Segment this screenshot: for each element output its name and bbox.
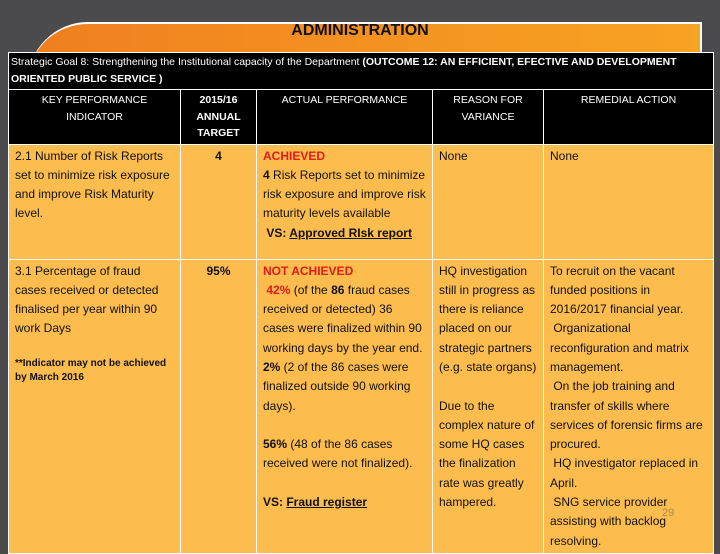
- header-row: [9, 90, 714, 145]
- table-row: [9, 259, 714, 553]
- actual-text: Risk Reports set to minimize risk exposure and improve risk maturity levels available: [263, 167, 426, 221]
- table-row: [9, 144, 714, 259]
- case-count: 86: [331, 282, 345, 297]
- header-kpi: KEY PERFORMANCE INDICATOR: [9, 90, 181, 145]
- remedial-cell: None: [544, 144, 714, 259]
- kpi-note: **Indicator may not be achieved by March 2016: [15, 357, 167, 383]
- vs-label: VS:: [263, 495, 287, 510]
- vs-value: Approved RIsk report: [289, 225, 412, 240]
- remedial-3: On the job training and transfer of skills where services of forensic firms are procured.: [550, 379, 703, 452]
- text: (48 of the 86 cases received were not finalized).: [263, 437, 413, 471]
- remedial-cell: [544, 259, 714, 553]
- status: ACHIEVED: [263, 148, 326, 163]
- target-cell: 95%: [181, 259, 257, 553]
- reason-2: Due to the complex nature of some HQ cases the finalization rate was greatly hampered.: [439, 398, 535, 510]
- page-title: ADMINISTRATION: [291, 22, 429, 39]
- header-actual: ACTUAL PERFORMANCE: [257, 90, 433, 145]
- vs-value: Fraud register: [286, 495, 368, 510]
- actual-cell: [257, 259, 433, 553]
- header-remedial: REMEDIAL ACTION: [544, 90, 714, 145]
- goal-text: Strategic Goal 8: Strengthening the Institutional capacity of the Department: [11, 56, 363, 68]
- kpi-cell: 2.1 Number of Risk Reports set to minimize risk exposure and improve Risk Maturity level.: [9, 144, 181, 259]
- pct-not-finalized: 56%: [263, 437, 288, 452]
- reason-cell: None: [433, 144, 544, 259]
- pct-finalized: 42%: [266, 282, 291, 297]
- text: (of the: [290, 282, 332, 297]
- target-cell: 4: [181, 144, 257, 259]
- text: fraud cases received or detected) 36 cases were finalized within 90 working days by the year end.: [263, 282, 423, 355]
- header-target: 2015/16 ANNUAL TARGET: [181, 90, 257, 145]
- status: NOT ACHIEVED: [263, 263, 354, 278]
- remedial-1: To recruit on the vacant funded positions in 2016/2017 financial year.: [550, 263, 684, 317]
- pct-outside: 2%: [263, 359, 281, 374]
- remedial-4: HQ investigator replaced in April.: [550, 456, 699, 490]
- remedial-2: Organizational reconfiguration and matrix management.: [550, 321, 689, 374]
- remedial-5: SNG service provider assisting with backlog resolving.: [550, 495, 668, 548]
- actual-cell: [257, 144, 433, 259]
- kpi-text: 3.1 Percentage of fraud cases received or detected finalised per year within 90 work Days: [15, 263, 159, 336]
- reason-1: HQ investigation still in progress as there is reliance placed on our strategic partners (e.g. state organs): [439, 263, 537, 374]
- vs-label: VS:: [266, 225, 290, 240]
- actual-count: 4: [263, 167, 270, 182]
- page-number: 29: [662, 507, 675, 519]
- strategic-goal: [9, 53, 714, 90]
- strategic-goal-row: [9, 53, 714, 90]
- text: (2 of the 86 cases were finalized outside 90 working days).: [263, 359, 411, 413]
- kpi-cell: [9, 259, 181, 553]
- reason-cell: [433, 259, 544, 553]
- performance-table: [8, 52, 714, 554]
- goal-outcome: (OUTCOME 12: AN EFFICIENT, EFECTIVE AND DEVELOPMENT ORIENTED PUBLIC SERVICE ): [11, 56, 677, 85]
- header-reason: REASON FOR VARIANCE: [433, 90, 544, 145]
